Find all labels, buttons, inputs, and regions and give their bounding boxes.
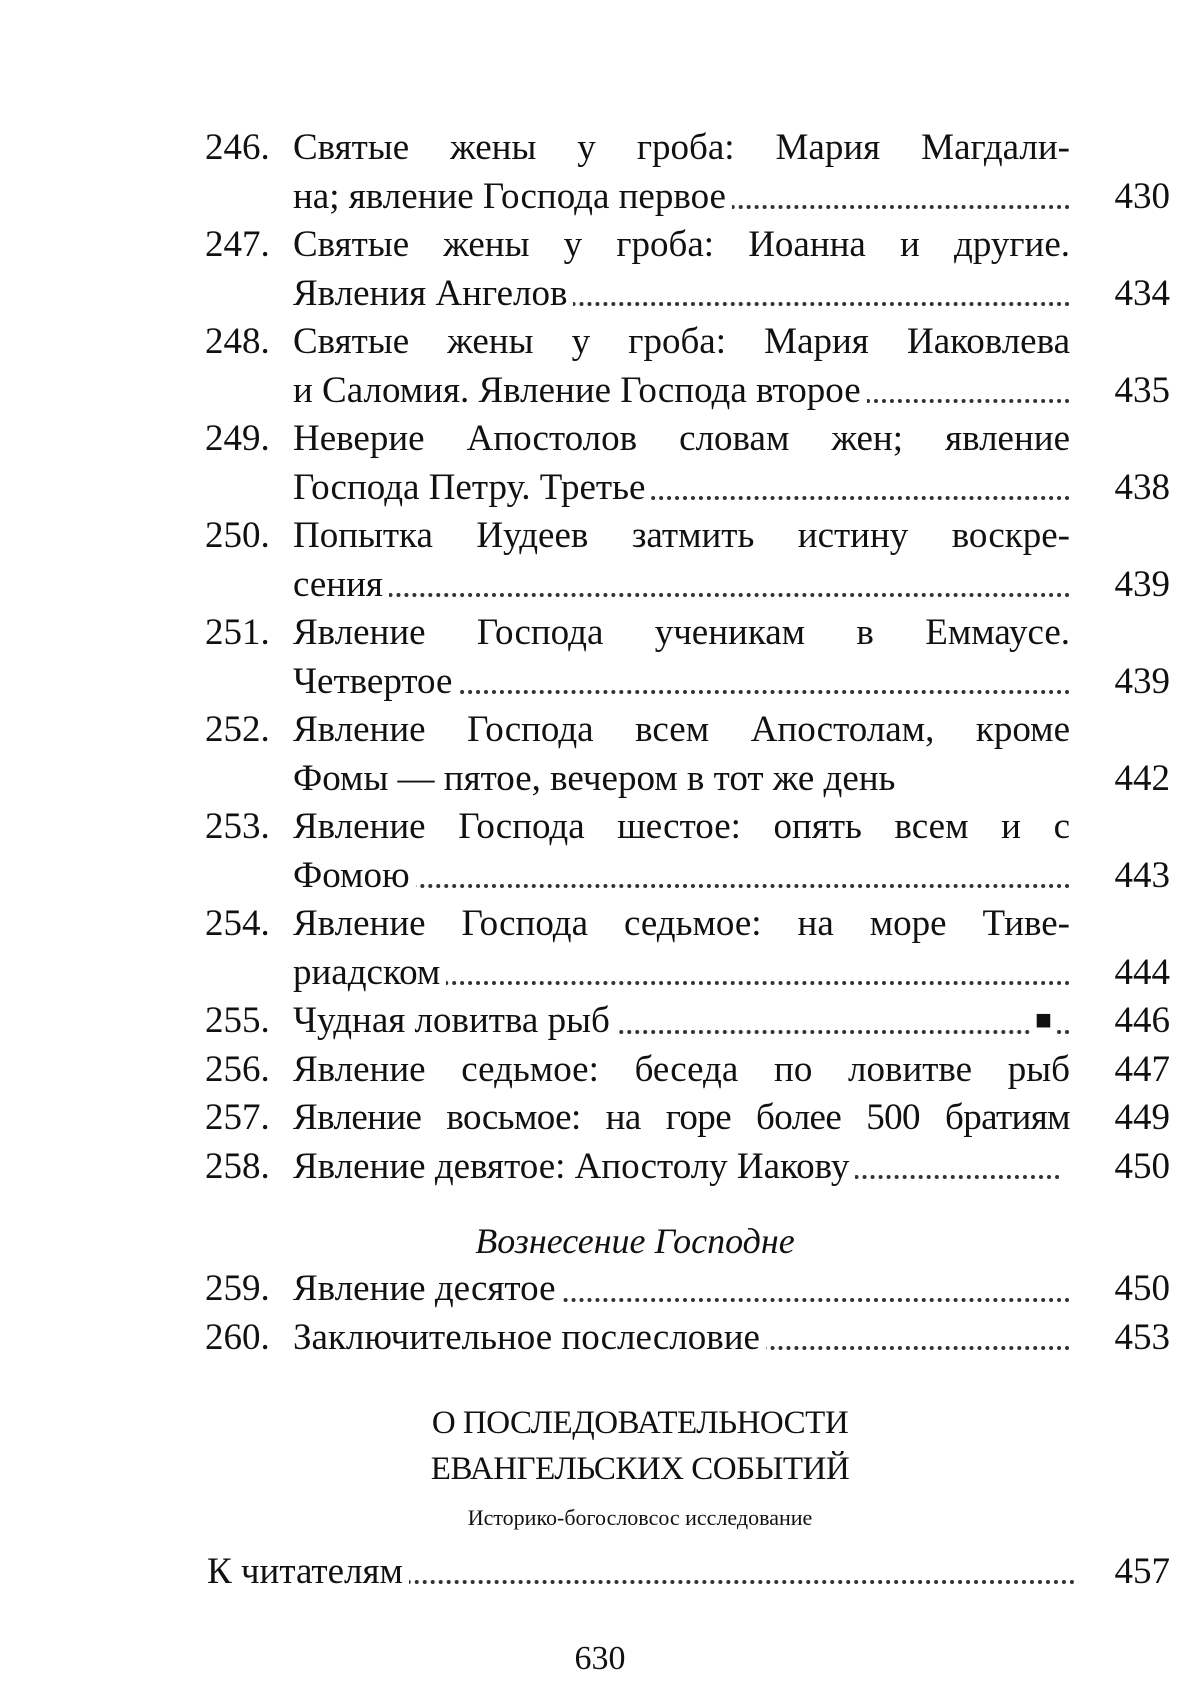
entry-page: 453 — [1114, 1316, 1170, 1358]
entry-page: 434 — [1114, 272, 1170, 314]
entry-page: 430 — [1114, 175, 1170, 217]
entry-title-line: и Саломия. Явление Господа второе — [293, 370, 867, 411]
toc-entry — [205, 1265, 1170, 1314]
toc-entry — [205, 609, 1170, 706]
entry-title-line: Святые жены у гроба: Иоанна и другие. — [293, 224, 1070, 265]
entry-page: 444 — [1114, 951, 1170, 993]
entry-number: 249. — [205, 418, 270, 459]
entry-page: 457 — [1114, 1551, 1170, 1592]
entry-title-line: Фомою — [293, 855, 416, 896]
part-heading-line: О ПОСЛЕДОВАТЕЛЬНОСТИ — [431, 1405, 849, 1441]
entry-number: 260. — [205, 1316, 270, 1358]
entry-title-line: Явление восьмое: на горе более 500 братиям — [293, 1097, 1070, 1138]
entry-title-line: Господа Петру. Третье — [293, 467, 651, 508]
entry-page: 449 — [1114, 1097, 1170, 1138]
entry-title-line: Явления Ангелов — [293, 273, 573, 314]
square-mark-icon: ■ — [1031, 997, 1056, 1046]
entry-title-line: риадском — [293, 952, 446, 993]
entry-title-line: сения — [293, 564, 389, 605]
entry-title-line: Фомы — пятое, вечером в тот же день — [293, 758, 901, 799]
entry-number: 247. — [205, 224, 270, 265]
entry-title-line: Явление Господа седьмое: на море Тиве- — [293, 903, 1070, 944]
part-heading-line: ЕВАНГЕЛЬСКИХ СОБЫТИЙ — [430, 1451, 850, 1487]
entry-number: 253. — [205, 806, 270, 847]
entry-title-line: на; явление Господа первое — [293, 176, 732, 217]
entry-number: 259. — [205, 1268, 270, 1309]
entry-number: 255. — [205, 1000, 270, 1041]
entry-title-line: Явление девятое: Апостолу Иакову — [293, 1146, 855, 1187]
page-number: 630 — [574, 1640, 626, 1677]
toc-entry — [205, 221, 1170, 318]
entry-title-line: Явление Господа всем Апостолам, кроме — [293, 709, 1070, 750]
toc-entry — [205, 900, 1170, 997]
entry-title-line: Чудная ловитва рыб — [293, 1000, 616, 1041]
toc-entry — [205, 1143, 1170, 1192]
toc-entry — [205, 318, 1170, 415]
table-of-contents — [0, 124, 1200, 1596]
entry-page: 450 — [1114, 1145, 1170, 1187]
entry-page: 450 — [1114, 1268, 1170, 1309]
toc-entry — [205, 803, 1170, 900]
toc-entry — [205, 124, 1170, 221]
entry-title-line: Неверие Апостолов словам жен; явление — [293, 418, 1070, 459]
toc-entry-readers — [207, 1548, 1170, 1596]
entry-number: 258. — [205, 1145, 270, 1187]
entry-number: 248. — [205, 321, 270, 362]
entry-title-line: Попытка Иудеев затмить истину воскре- — [293, 515, 1070, 556]
entry-number: 256. — [205, 1048, 270, 1090]
section-title: Вознесение Господне — [475, 1221, 795, 1261]
entry-title-line: Явление Господа шестое: опять всем и с — [293, 806, 1070, 847]
toc-entry — [205, 1046, 1170, 1095]
entry-page: 435 — [1114, 369, 1170, 411]
entry-page: 447 — [1114, 1048, 1170, 1090]
entry-number: 257. — [205, 1097, 270, 1138]
entry-title-line: Заключительное послесловие — [293, 1317, 766, 1358]
entry-page: 443 — [1114, 854, 1170, 896]
entry-title-line: Явление седьмое: беседа по ловитве рыб — [293, 1048, 1070, 1090]
entry-title-line: Святые жены у гроба: Мария Иаковлева — [293, 321, 1070, 362]
entry-number: 251. — [205, 612, 270, 653]
entry-title-line: К читателям — [207, 1551, 409, 1592]
toc-entry — [205, 512, 1170, 609]
entry-title-line: Явление Господа ученикам в Еммаусе. — [293, 612, 1070, 653]
toc-entry — [205, 706, 1170, 803]
entry-page: 442 — [1114, 757, 1170, 799]
entry-page: 438 — [1114, 466, 1170, 508]
entry-number: 250. — [205, 515, 270, 556]
part-subheading: Историко-богословсос исследование — [467, 1505, 813, 1530]
entry-page: 439 — [1114, 660, 1170, 702]
toc-entry — [205, 997, 1170, 1046]
entry-page: 446 — [1114, 1000, 1170, 1041]
entry-number: 254. — [205, 903, 270, 944]
toc-entry — [205, 1314, 1170, 1363]
entry-number: 246. — [205, 127, 270, 168]
toc-entry — [205, 1094, 1170, 1143]
entry-title-line: Явление десятое — [293, 1268, 562, 1309]
entry-page: 439 — [1114, 563, 1170, 605]
entry-title-line: Святые жены у гроба: Мария Магдали- — [293, 127, 1070, 168]
entry-title-line: Четвертое — [293, 661, 458, 702]
entry-number: 252. — [205, 709, 270, 750]
toc-entry — [205, 415, 1170, 512]
